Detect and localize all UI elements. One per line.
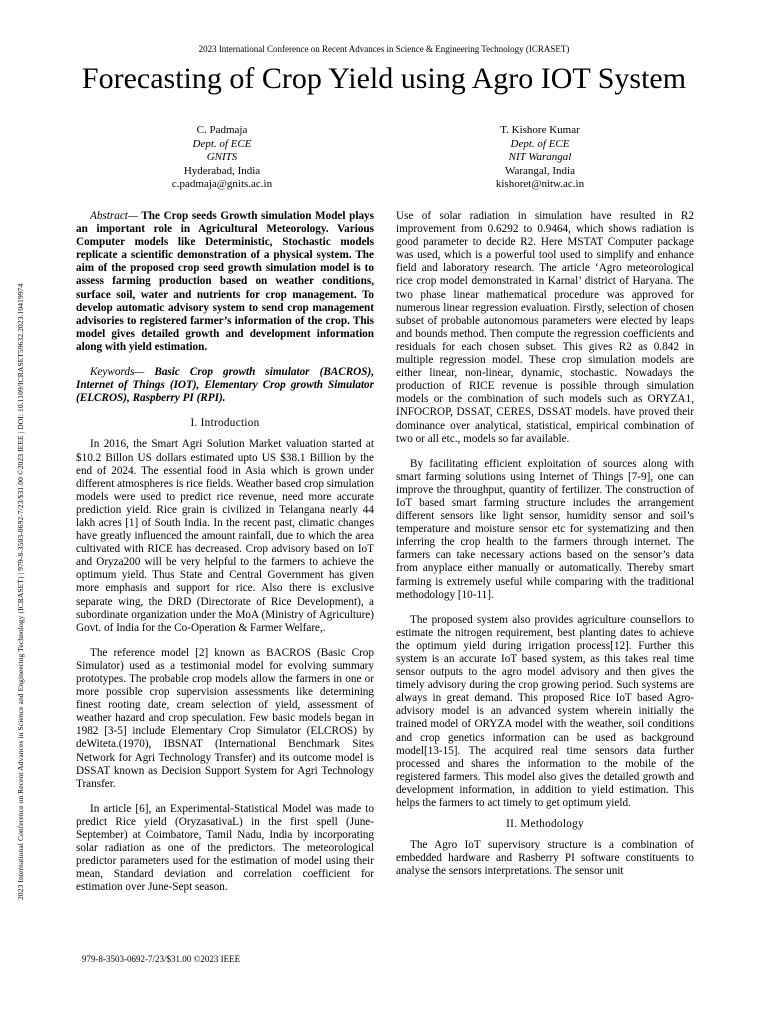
author-block-2 bbox=[430, 124, 650, 192]
author-block-1 bbox=[112, 124, 332, 192]
keywords-text: Basic Crop growth simulator (BACROS), Internet of Things (IOT), Elementary Crop growth Simulator (ELCROS), Raspberry PI (RPI). bbox=[76, 366, 374, 405]
abstract-text: The Crop seeds Growth simulation Model plays an important role in Agricultural Meteorology. Various Computer models like Deterministic, Stochastic models replicate a scientific demonstration of a physical system. The aim of the proposed crop seed growth simulation model is to assess farming production based on weather conditions, surface soil, water and nutrients for crop management. To develop automatic advisory system to send crop management advisories to registered farmer’s information of the crop. This model gives detailed growth and development information along with yield estimation. bbox=[76, 210, 374, 353]
methodology-paragraph: The Agro IoT supervisory structure is a combination of embedded hardware and Rasberry PI software constituents to analyse the sensors interpretations. The sensor unit bbox=[396, 839, 694, 878]
intro-paragraph: The proposed system also provides agriculture counsellors to estimate the nitrogen requirement, best planting dates to achieve the optimum yield during irrigation process[12]. Further this system is an accurate IoT based system, as this takes real time sensor outputs to the agro model advisory and then gives the timely advisory during the crop growing period. Such systems are always in great demand. This proposed Rice IoT based Agro-advisory model is an advanced system wherein initially the trained model of ORYZA model with the weather, soil conditions and crop genetics information can be used as background model[13-15]. The acquired real time sensors data further processed and shares the information to the mobile of the registered farmers. This model also gives the detailed growth and development information, in addition to yield estimation. This helps the farmers to act timely to get optimum yield. bbox=[396, 613, 694, 810]
left-column bbox=[76, 210, 374, 895]
abstract-label: Abstract— bbox=[90, 210, 138, 222]
author-institution: GNITS bbox=[206, 151, 238, 163]
page-footer: 979-8-3503-0692-7/23/$31.00 ©2023 IEEE bbox=[82, 954, 241, 964]
section-heading-methodology: II. Methodology bbox=[506, 818, 584, 831]
right-column bbox=[396, 210, 694, 879]
intro-paragraph: By facilitating efficient exploitation of sources along with smart farming solutions using Internet of Things [7-9], one can improve the throughput, quantity of fertilizer. The construction of IoT based smart farming structure includes the arrangement different sensors like light sensor, humidity sensor and soil’s temperature and moisture sensor etc for systematizing and then inferring the crop health to the farmers through internet. The farmers can take necessary actions based on the sensor’s data from anyplace either manually or automatically. Thereby smart farming is extremely useful while comparing with the traditional methodology [10-11]. bbox=[396, 457, 694, 601]
author-name: C. Padmaja bbox=[196, 124, 248, 136]
author-email: kishoret@nitw.ac.in bbox=[495, 178, 585, 190]
intro-paragraph: Use of solar radiation in simulation have resulted in R2 improvement from 0.6292 to 0.9464, which shows radiation is good parameter to decide R2. Here MSTAT Computer package was used, which is a powerful tool used to simplify and enhance field and laboratory research. The article ‘Agro meteorological rice crop model demonstrated in Karnal’ district of Haryana. The two phase linear mathematical procedure was approved for numerous linear regression evaluation. Firstly, selection of chosen subset of probable autonomous parameters were elected by leaps and bounds method. Then compute the regression coefficients and residuals for each chosen subset. This gives R2 as 0.842 in multiple regression model. These crop simulation models are either linear, non-linear, dynamic, stochastic. Nowadays the production of RICE revenue is possible through simulation models or the combination of such models such as ORYZA1, INFOCROP, DSSAT, CERES, DSSAT models. have proved their dominance over analytical, statistical, empirical combination of two or all etc., models so far available. bbox=[396, 210, 694, 445]
author-name: T. Kishore Kumar bbox=[500, 124, 580, 136]
keywords bbox=[76, 366, 374, 405]
author-institution: NIT Warangal bbox=[508, 151, 572, 163]
author-email: c.padmaja@gnits.ac.in bbox=[171, 178, 273, 190]
author-location: Warangal, India bbox=[505, 164, 575, 177]
side-identifier: 2023 International Conference on Recent Advances in Science and Engineering Technology (ICRASET) | 979-8-3503-0692-7/23/$31.00 ©2023 IEEE | DOI: 10.1109/ICRASET59632.2023.10419974 bbox=[16, 283, 25, 900]
author-department: Dept. of ECE bbox=[192, 137, 252, 150]
keywords-label: Keywords— bbox=[90, 366, 145, 379]
abstract bbox=[76, 210, 374, 354]
paper-title: Forecasting of Crop Yield using Agro IOT System bbox=[81, 62, 687, 95]
intro-paragraph: In 2016, the Smart Agri Solution Market valuation started at $10.2 Billon US dollars estimated upto US $38.1 Billion by the end of 2024. The essential food in Asia which is grown under different atmospheres is rice fields. Weather based crop simulation models were used to predict rice revenue, need more accurate prediction yield. Rice grain is civilized in Telangana nearly 44 lakh acres [1] of South India. In the recent past, climatic changes have greatly influenced the amount rainfall, due to which the area cultivated with RICE has decreased. Crop advisory based on IoT and Oryza200 will be very helpful to the farmers to achieve the optimum yield. Thus State and Central Government has given more emphasis and support for rice. Also there is exclusive separate wing, the DRD (Directorate of Rice Development), a subordinate organization under the MoA (Ministry of Agriculture) Govt. of India for the Co-Operation & Farmer Welfare,. bbox=[76, 438, 374, 634]
intro-paragraph: The reference model [2] known as BACROS (Basic Crop Simulator) used as a testimonial model for evolving summary prototypes. The probable crop models allow the farmers in one or more possible crop supervision assessments like determining finest rooting date, cream selection of yield, assessment of weather hazard and crop speculation. Few basic models began in 1982 [3-5] include Elementary Crop Simulator (ELCROS) by deWiteta.(1970), IBSNAT (International Benchmark Sites Network for Agri Technology Transfer) and its outcome model is DSSAT known as Decision Support System for Agri Technology Transfer. bbox=[76, 646, 374, 790]
intro-paragraph: In article [6], an Experimental-Statistical Model was made to predict Rice yield (OryzasativaL) in the first spell (June- September) at Coimbatore, Tamil Nadu, India by incorporating solar radiation as one of the predictors. The meteorological predictor parameters used for the estimation of model using their mean, Standard deviation and correlation coefficient for estimation over June-Sept season. bbox=[76, 802, 374, 894]
section-heading-introduction: I. Introduction bbox=[190, 417, 260, 430]
author-location: Hyderabad, India bbox=[183, 164, 261, 177]
author-department: Dept. of ECE bbox=[510, 137, 570, 150]
conference-header: 2023 International Conference on Recent Advances in Science & Engineering Technology (ICRASET) bbox=[198, 44, 570, 54]
